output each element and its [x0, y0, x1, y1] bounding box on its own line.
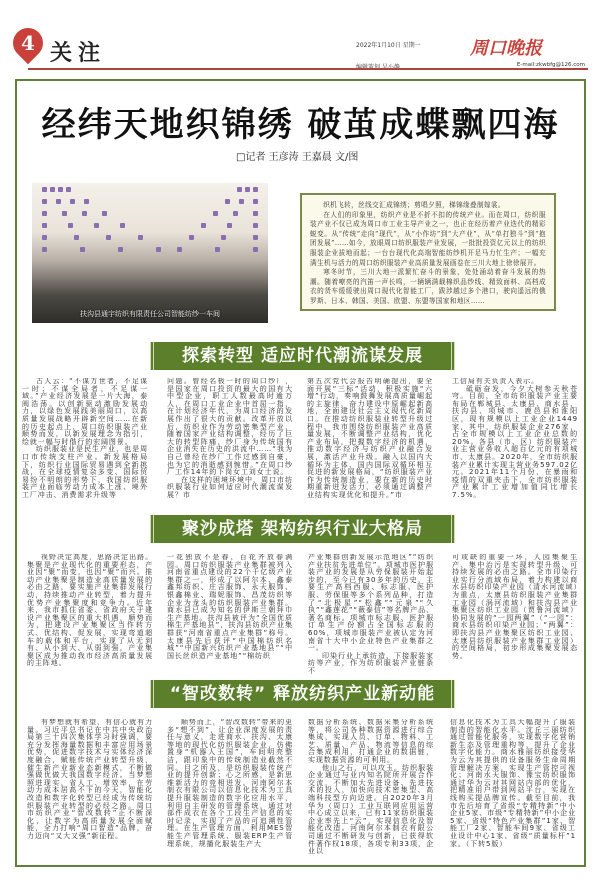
spindle-shape [70, 199, 75, 204]
section-heading: 探索转型 适应时代潮流谋发展 [150, 342, 455, 370]
article-paragraph: 顺势而上，“智改数转”带来的更多“想不到”，让企业深度发展的责任与意义，走进商水、扶沟、太康等地的现代化纺织服装企业，仿佛置身“机器人王国”，车间明亮整洁，跟印象中的传统制造业截然不同。目之所及，是纺织服装传统产业的提升创新；心之所感，是新思维新活力的竞相迸发。河南阿尔本制衣有限公司以信息化技术为工具提升服装制造的数字化应用水平，利用自主研发的管理系统，通过对部件成衣在各个工段生产信息的实时记录，实现了产品的可追溯性管理。在生产管理方面，利用MES智能生产管理系统、服装ERP生产管理系统，规播化服装生产大 [167, 719, 293, 848]
photo-caption: 扶沟县通宇纺织有限责任公司智能纺纱一车间 [80, 310, 220, 318]
newspaper-logo: 周口晚报 [470, 38, 542, 59]
article-paragraph: 一花独放不是春，百花齐放春满园。周口纺织服装产业集群被列入河南省重点建设的22个千亿级产业集群之一，形成了以阿尔本、鑫泰鑫邦纺织、庄吉服饰、永天服饰、银鑫棉业、瑞妮服饰、昌茂纺织等企业为龙头的纺织服装产业集群。商水县已成为知名的伊斯兰朝拜巾生产基地。扶沟县被评为“全国优质棉生产基地县”，扶沟县纺织产业集群获“河南省重点产业集群”称号。太康县先后获评“中国棉纺织名城”“中国新兴纺织产业基地县”“中国长丝织造产业基地”“棉纺织 [167, 554, 293, 660]
spindle-shape [138, 235, 143, 240]
spindle-shape [42, 247, 47, 252]
article-column [452, 554, 578, 676]
spindle-shape [56, 199, 61, 204]
article-column [307, 378, 433, 510]
spindle-shape [68, 223, 73, 228]
spindle-shape [42, 235, 47, 240]
spindle-shape [66, 187, 71, 192]
article-column [22, 378, 148, 510]
intro-paragraph: 在人们的印象里，纺织产业是不折不扣的传统产业。而在周口，纺织服装产业不仅已成为周口市工业主导产业之一，也正在经历着产业迭代的精彩蜕变。从“传统”走向“现代”，从“小作坊”到“大产业”，从“单打独斗”到“抱团发展”……如今，放眼周口纺织服装产业发展，一批批投资亿元以上的纺织服装企业拔地而起；一台台现代化高端智能纺纱机开足马力忙生产；一幅充满生机与活力的周口纺织服装产业高质量发展画卷在三川大地上徐徐展开。 [310, 210, 546, 267]
article-paragraph: 视野决定高度，思路决定出路。集聚是产业现代化的重要形态，产业因“聚”而变，也因“聚”而兴。推动产业集聚是制造业高质量发展的必由之路，要实施产业集群发展行动，持续推动产业转型，着力提升优势产业集聚度和竞争力。近年来，我市抓住省委、省政府关于建设产业集聚区的重大机遇，顺势而为，把建设产业集聚区当作转方式、优结构、促发展，实现弯道超车的载体和平台，实现了从无到有、从小到大、从弱到强，产业集聚区成为推动我市经济高质量发展的主阵地。 [27, 554, 153, 668]
intro-paragraph: 织机飞转，丝线交汇成锦绣；剪唱夕照，梯锦缘叠制嫁裳。 [323, 201, 506, 209]
article-column [308, 554, 434, 676]
spindle-shape [201, 223, 206, 228]
article-paragraph: 有梦想就有希望，有信心就有力量。习近平总书记在中共中央政治局第三十四次集体学习时强调，要充分发挥海量数据和丰富应用场景优势，促进数字技术与实体经济深度融合，赋能传统产业转型升级，催生新产业新业态新模式，不断做强做优做大我国数字经济。当梦想照进现实，省人工、增效率，在劳动力成本居高不下的今天，智能化改造和数字化转型已经成为传统纺织服装产业转型的必经之路。周口市纺织产业“智改数转”正不断深化，让数字为高质量发展全面赋能，全力打响“周口智造”品牌，奋力迈向“又大又强”新征程。 [27, 719, 153, 840]
section-heading: “智改数转” 释放纺织产业新动能 [150, 680, 455, 708]
article-column [167, 554, 293, 676]
article-column [167, 719, 293, 859]
spindle-shape [58, 187, 63, 192]
spindle-shape [42, 211, 47, 216]
spindle-shape [245, 187, 250, 192]
spindle-shape [102, 211, 107, 216]
spindle-shape [42, 223, 47, 228]
spindle-shape [253, 223, 258, 228]
article-paragraph: 砥砺奋发，今夕大树参天秋苍穹。目前，全市纺织服装产业主要布局在郸城县、太康县、商水县、扶沟县、项城市、鹿邑县和淮阳区，现有规模以上工业企业1449家，其中，纺织服装企业276家，占全市规模以上工业企业总数的20%。各县（市、区）纺织服装产业主营业务收入超百亿元的有项城市、太康县。2020年，全市纺织服装产业累计实现主营业务597.02亿元。2021年11个月份，在暴雨和疫情的双重夹击下，全市纺织服装产业累计工业增加值同比增长7.5%。 [452, 384, 578, 499]
intro-paragraph: 寒冬时节，三川大地一派繁忙奋斗的景象，处处涌动着奋斗发展的热潮。随着嘹亮的汽笛一声长鸣，一辆辆满载棉织品纱线、精致面料、高档成衣的货车缓缓驶出周口现代化智能工厂，跋涉越过多个港口，驶向遥远的俄罗斯、日本、韩国、美国、欧盟、东盟等国家和地区…… [310, 268, 546, 305]
spindle-shape [213, 211, 218, 216]
spindle-shape [156, 247, 161, 252]
article-paragraph: 在这样的困境环境中，周口市纺织服装行业如何适应时代潮流谋发展？市 [167, 475, 293, 499]
spindle-shape [84, 199, 89, 204]
article-column [167, 378, 293, 510]
spindle-shape [42, 199, 47, 204]
spindle-shape [106, 235, 111, 240]
article-paragraph: 数据分析系统、数据采集分析系统等，将公司各种数据资源进行综合集成，实现人员、订单、物料、工艺、质量、产品、物流等信息的综合集成利用，打通企业的数据链，实现数据资源的可利用。 [308, 719, 434, 764]
spindle-shape [253, 199, 258, 204]
article-column [450, 719, 576, 859]
spindle-shape [80, 247, 85, 252]
article-paragraph: 工信局有关负责人表示。 [452, 378, 539, 385]
article-paragraph: 可或缺的重要一环，人园集聚生产、集中治污是实现转型升级、可持续发展的必由之路。全市印染行业实行分流域布局，着力构建以商水县纺织印染产业园（清水河流域）为重点，太康县纺织服装产业集群工业园（涡河流域）和扶沟县产业集聚区纺织工业园（贾鲁河流域）协同发展的“一园两翼”（“一园”：商水县纺织印染产业园；“两翼”：即扶沟县产业集聚区纺织工业园、太康县纺织服装产业集群工业园）的空间格局，初步形成集聚发展态势。 [452, 554, 578, 660]
article-column [27, 554, 153, 676]
spindle-shape [233, 211, 238, 216]
spindle-shape [237, 187, 242, 192]
spindle-shape [82, 211, 87, 216]
spindle-shape [227, 223, 232, 228]
article-column [452, 378, 578, 510]
contact-email: E-mail:zkwbfg@126.com [516, 62, 585, 68]
section-name: 关注 [50, 40, 107, 66]
spindle-shape [253, 211, 258, 216]
spindle-shape [50, 187, 55, 192]
spindle-shape [94, 223, 99, 228]
spindle-shape [253, 235, 258, 240]
article-paragraph: 纺织服装业是民生产业，也是周口市传统支柱产业。新发展格局下，纺织行业国际贸易遇到全新挑战，在全球疫情复杂多变、国际贸易纷不明朗的形势下，我国纺织服装产业面临劳动力成本上涨、境外工厂冲击、消费需求升级等 [22, 445, 148, 499]
article-paragraph: 信息化技术为工具大幅提升了服装制造的智能化水平。沈丘三丽纺织通过智能化服务，实现数字化营销新生态及管理重构等，提升了企业数字化能力。商水雅丽纺织接受华为云为其提供的设备服务生命周期管理解决方案，实现生产管控可视化；河南水天服饰、豫宝纺织服饰通过华为云对其网站内部的优化，把精准用户带到网站平台，实现在线购买提品牌宣传。截至目前，我市先后培育了省级“专精特新”中小企业5家、市级“专精特新”中小企业5家、省级“特色产业集群”1家、智能工厂2家、智能车间9家、省级工业设计中心1家、省级“质量标杆”1家。（下转5版） [450, 719, 576, 848]
spindle-shape [118, 247, 123, 252]
section-heading: 聚沙成塔 架构纺织行业大格局 [150, 515, 455, 543]
spindle-shape [239, 199, 244, 204]
article-column [27, 719, 153, 859]
spindle-shape [62, 211, 67, 216]
issue-date: 2022年1月10日 星期一 [356, 42, 421, 49]
spindle-shape [177, 247, 182, 252]
spindle-shape [42, 187, 47, 192]
article-paragraph: 印染行业上承纺造、下接服装家纺等产业，作为纺织服装产业链条不 [308, 651, 434, 675]
spindle-shape [120, 223, 125, 228]
factory-photo [32, 183, 268, 323]
spindle-shape [189, 235, 194, 240]
spindle-shape [74, 235, 79, 240]
header-divider [28, 68, 588, 70]
spindle-shape [253, 187, 258, 192]
page-title: 经纬天地织锦绣 破茧成蝶飘四海 [41, 105, 560, 145]
page-number: 4 [21, 31, 35, 55]
byline: □记者 王彦涛 王嘉晨 文/图 [236, 152, 359, 163]
spindle-shape [215, 247, 220, 252]
spindle-shape [225, 199, 230, 204]
intro-box [300, 193, 556, 311]
spindle-shape [253, 247, 258, 252]
article-column [308, 719, 434, 859]
spindle-shape [221, 235, 226, 240]
article-paragraph: 产业集群创新发展示范地区”“纺织产业扶贫先进单位”。项城市医护服装产业的发展是从劳保服装开始起步的，至今已有30多年的历史，主要生产高档西服、标志服、医护服、劳保服等多个系列品种，打造了“北极星”“松鑫”“元泉”“久执”“鑫莲花”“薇泰信”等名牌产品、著名商标。项城市标志服、医护服订单生产份额占全国标志服的60%，项城市服装产业被认定为河南省十大中小企业特色产业集群之一。 [308, 554, 434, 653]
article-paragraph: 他山之石，可以攻玉。纺织服装企业通过与业内知名院所开展合作交流，不断加大先进设备、先进技术的投入，加快向技术密集型、高端科技型方向迈进。自2020年3月华为（周口）工业互联网应用运营中心成立以来，已有11家纺织服装企业率先上“云”，实现信息化及智能化改造。河南阿尔本制衣有限公司通过不断研发与创新，已获得软件著作权18项，各项专利33项，企业以 [308, 763, 434, 856]
article-paragraph: 问题。曾经名极一时的周口纱厂，是国家在周口投资的最大的国有大中型企业，职工人数最高时逾万人，在周口工业企业中首屈一指，在计划经济年代，为周口经济的发展作出了很大的贡献。改革开放以后，纺织业作为劳动密集型产业，随着国家产业结构调整，经历了巨大的转型阵痛，纱厂身为传统国有企业消失在历史的洪流中……“我为自己曾经在纱厂工作过感到自豪，也为它的消逝感到惋惜。”在周口纱厂工作14年的下岗女工刘女士说。 [167, 378, 293, 477]
article-paragraph: 第五次党代会报告明确提出，要全面开展“三标”活动，积极实施“六增”行动，奏响鼓舞发展高质量崛起的主旋律，奋力建设中原崛起新高地，全面建设社会主义现代化新周口。在推动纺织服装业转型升级过程中，我市围绕纺织服装产业高质量发展，不断调整产业结构，优化产业布局，把握数字经济的机遇，推动数字经济与纺织产业融合发展，激活产业升级。融入以国内大循环为主体、国内国际双循环相互促进的新发展格局，“纺织服装产业作为传统制造业，要在新的历史时期重新迸发活力，必须通过调整产业结构实现优化和提升。”市 [307, 378, 433, 499]
article-paragraph: 古人云：“不谋万世者，不足谋一时；不谋全局者，不足谋一域。”产业经济发展是一片大海，泰阀浩荡。以创新驱动激励发展动力，以绿色发展践美丽周口，以高质量发展战略开辟新空间……在新的历史起点上，周口纺织服装产业顺势而发，以新发展理念为指引，绘就一幅与时偕行的宏阔图景。 [22, 378, 148, 446]
